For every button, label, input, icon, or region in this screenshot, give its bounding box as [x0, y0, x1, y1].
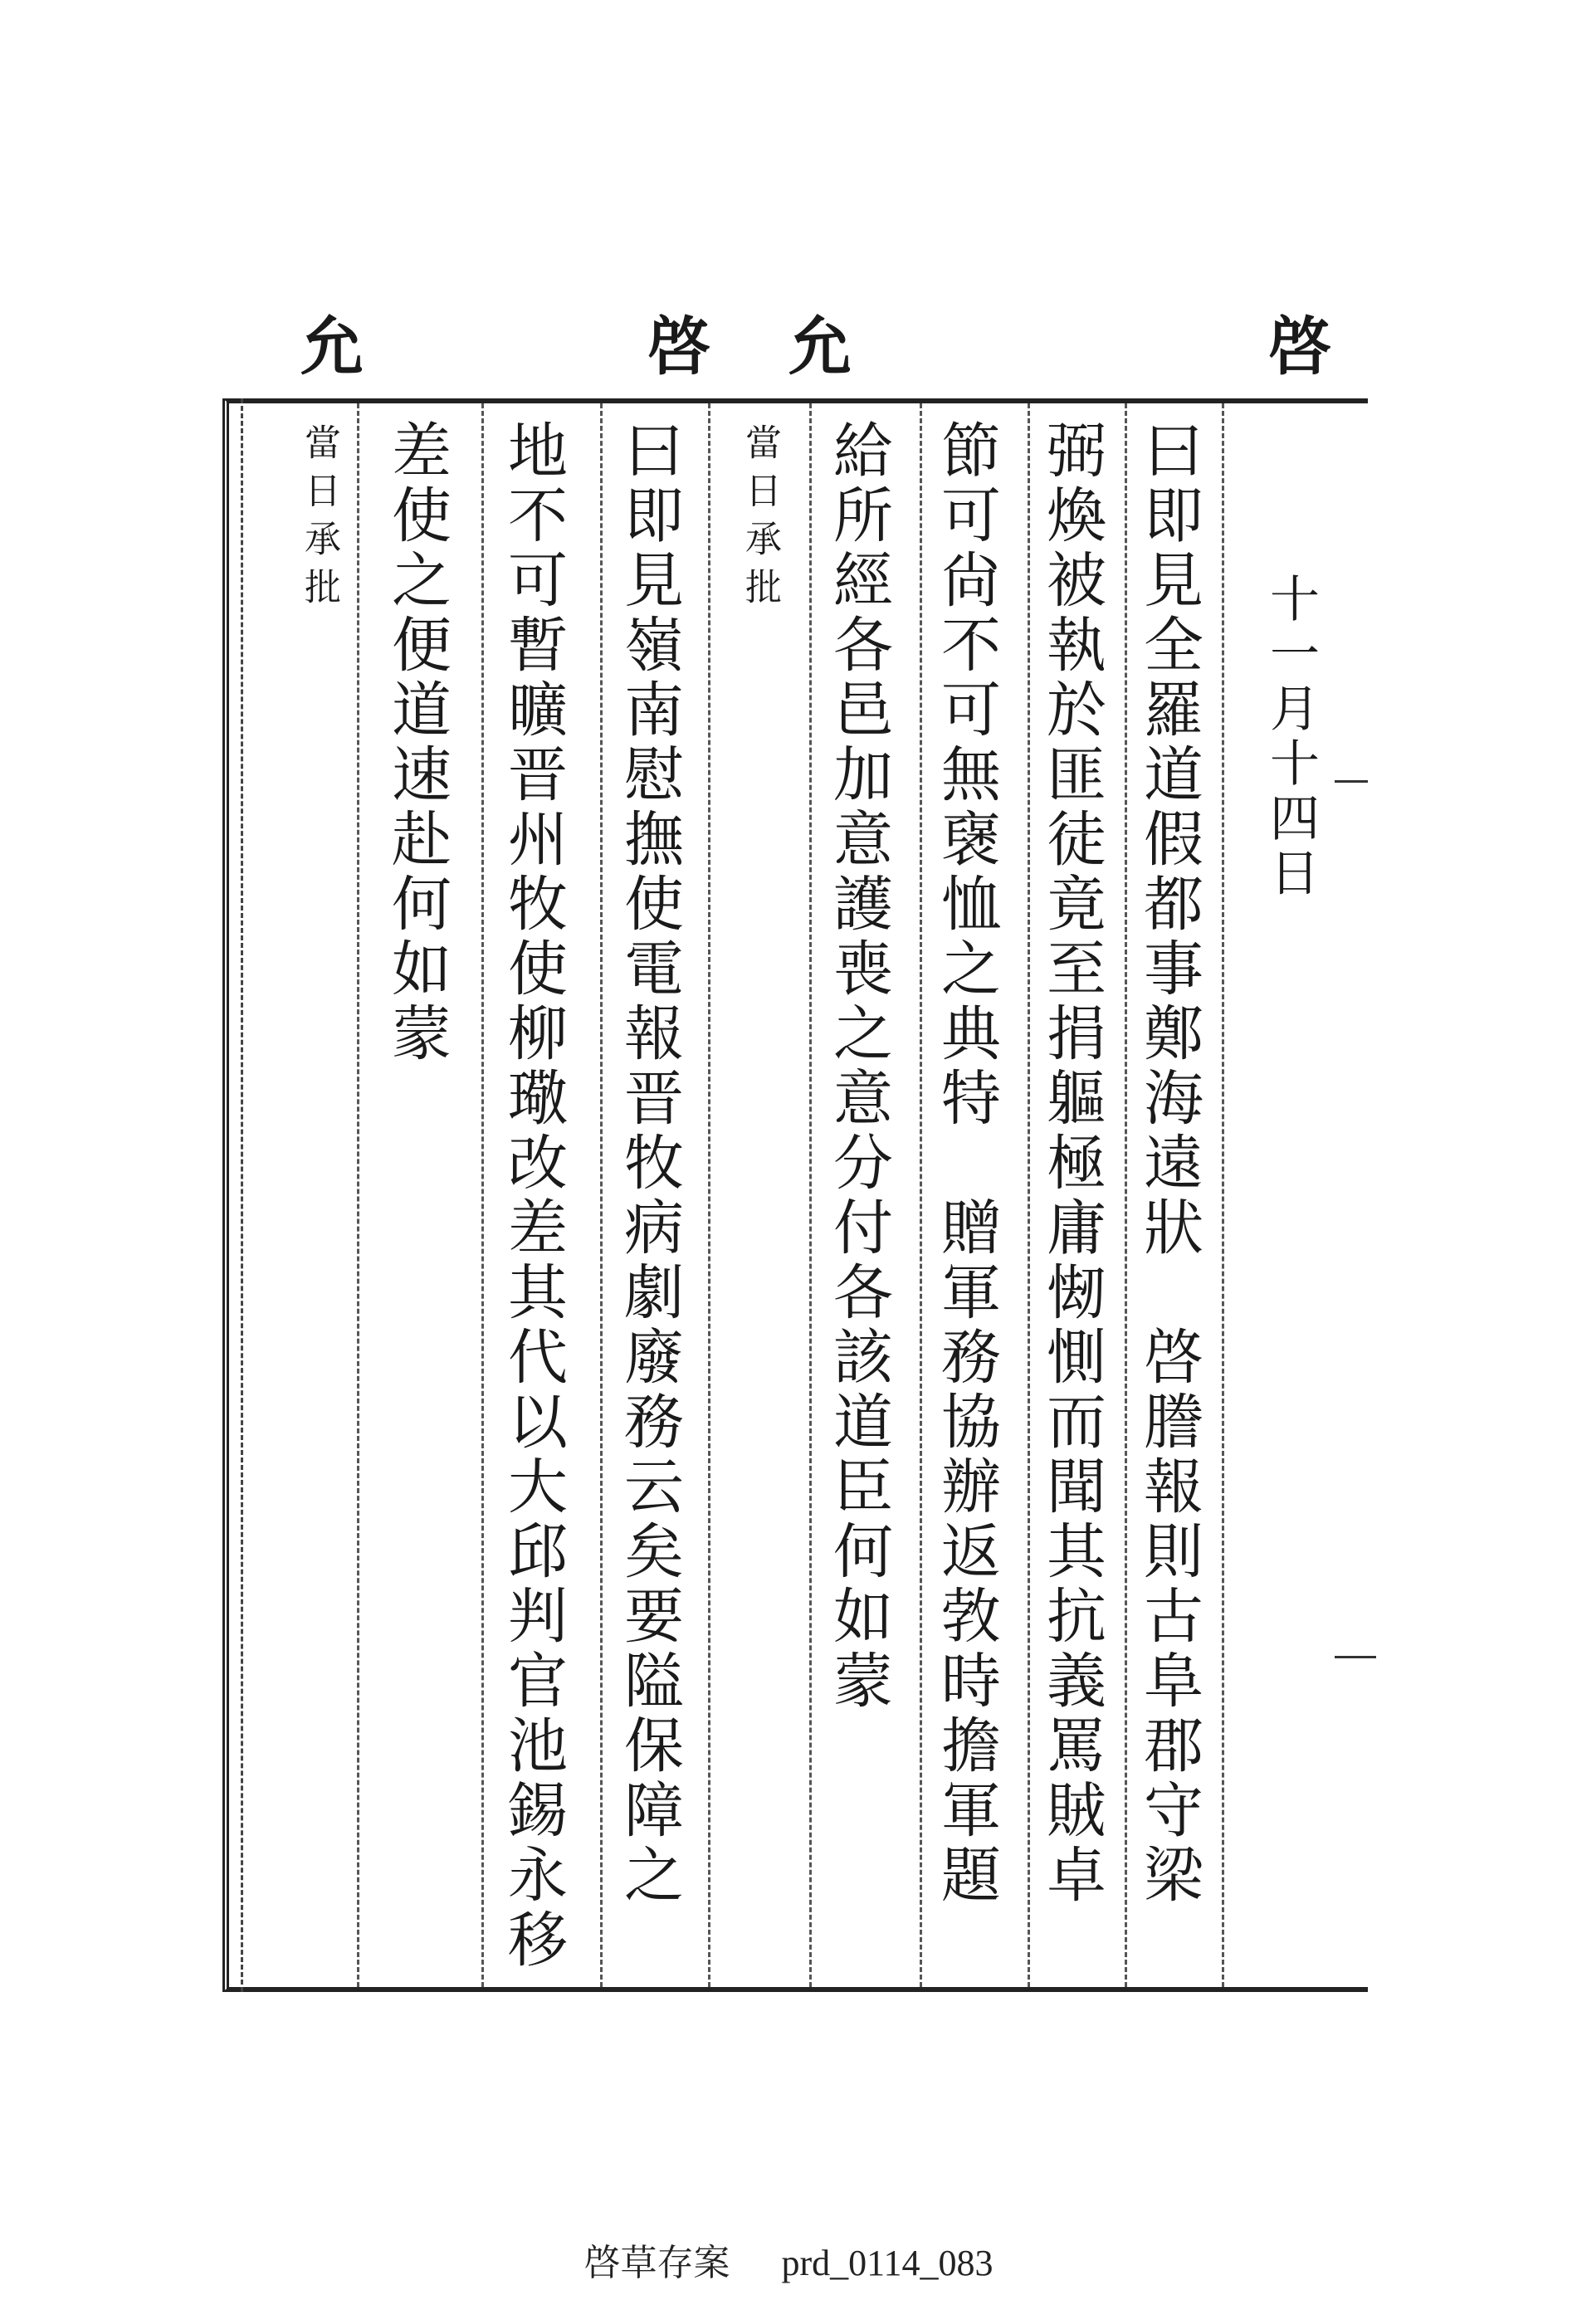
text-column-5: 曰即見嶺南慰撫使電報晋牧病劇廢務云矣要隘保障之 [614, 419, 684, 1908]
margin-tick [1335, 1656, 1376, 1658]
text-column-2: 弼煥被執於匪徒竟至捐軀極庸㥘惻而聞其抗義罵賊卓 [1037, 419, 1106, 1908]
header-mark-mid-left: 啓 [647, 310, 710, 383]
margin-tick [1335, 780, 1368, 783]
column-rule [1222, 403, 1224, 1987]
column-rule [1125, 403, 1127, 1987]
column-rule [920, 403, 922, 1987]
column-rule [809, 403, 812, 1987]
header-mark-mid-right: 允 [788, 310, 852, 383]
page-caption [0, 2233, 1577, 2286]
frame-inner-rule [241, 398, 243, 1992]
column-rule [600, 403, 603, 1987]
text-column-7: 差使之便道速赴何如蒙 [382, 419, 452, 1067]
text-column-1: 曰即見全羅道假都事鄭海遠狀 啓謄報則古阜郡守梁 [1134, 419, 1204, 1908]
column-rule [357, 403, 359, 1987]
column-rule [1028, 403, 1030, 1987]
date-label: 十一月十四日 [1262, 573, 1320, 901]
caption-title: 啓草存案 [583, 2242, 730, 2284]
approval-note-2: 當日承批 [298, 423, 340, 616]
caption-code: prd_0114_083 [781, 2243, 994, 2283]
column-rule [708, 403, 710, 1987]
text-column-4: 給所經各邑加意護喪之意分付各該道臣何如蒙 [823, 419, 893, 1714]
header-mark-right: 啓 [1268, 310, 1331, 383]
column-rule [481, 403, 484, 1987]
text-column-3: 節可尙不可無襃恤之典特 贈軍務協辦返㪍時擔軍題 [931, 419, 1001, 1908]
header-mark-left: 允 [300, 310, 364, 383]
text-column-6: 地不可暫曠晋州牧使柳璥改差其代以大邱判官池錫永移 [498, 419, 568, 1973]
approval-note-1: 當日承批 [739, 423, 781, 616]
